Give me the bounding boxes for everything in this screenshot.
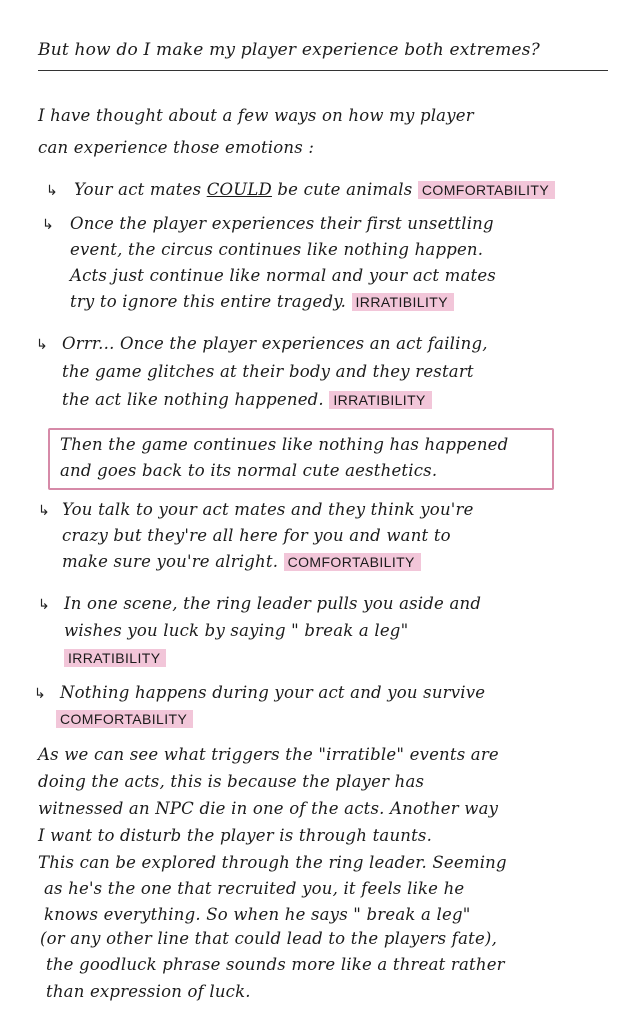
hooked-arrow-icon: ↳ — [42, 217, 54, 233]
tag-comfortability: COMFORTABILITY — [284, 553, 421, 571]
hooked-arrow-icon: ↳ — [34, 686, 46, 702]
conclusion-line-1: As we can see what triggers the "irratible" events are — [38, 745, 499, 764]
intro-line-2: can experience those emotions : — [38, 138, 315, 157]
conclusion-line-5: This can be explored through the ring leader. Seeming — [38, 853, 507, 872]
page-title: But how do I make my player experience both extremes? — [38, 40, 540, 60]
conclusion-line-10: than expression of luck. — [46, 982, 251, 1001]
tag-comfortability: COMFORTABILITY — [418, 181, 555, 199]
hooked-arrow-icon: ↳ — [38, 503, 50, 519]
bullet-2-line-1: Once the player experiences their first unsettling — [70, 214, 494, 233]
bullet-1-underlined: COULD — [206, 180, 272, 199]
bullet-3-line-3 — [62, 390, 432, 410]
intro-line-1: I have thought about a few ways on how my player — [38, 106, 474, 125]
tag-irratibility: IRRATIBILITY — [64, 649, 166, 667]
tag-irratibility: IRRATIBILITY — [352, 293, 454, 311]
hooked-arrow-icon: ↳ — [46, 183, 58, 199]
bullet-4-line-1: You talk to your act mates and they think you're — [62, 500, 474, 519]
conclusion-line-9: the goodluck phrase sounds more like a threat rather — [46, 955, 505, 974]
bullet-2-line-4-text: try to ignore this entire tragedy. — [70, 292, 347, 311]
bullet-6-line-1: Nothing happens during your act and you survive — [60, 683, 486, 702]
bullet-1-text-end: be cute animals — [271, 180, 413, 199]
bullet-4-line-3-text: make sure you're alright. — [62, 552, 279, 571]
conclusion-line-7: knows everything. So when he says " break a leg" — [44, 905, 471, 924]
bullet-4-line-3 — [62, 552, 421, 572]
bullet-2-line-4 — [70, 292, 454, 312]
bullet-3-line-2: the game glitches at their body and they restart — [62, 362, 474, 381]
title-underline — [38, 70, 608, 71]
tag-comfortability: COMFORTABILITY — [56, 710, 193, 728]
hooked-arrow-icon: ↳ — [38, 597, 50, 613]
bullet-3-line-1: Orrr... Once the player experiences an act failing, — [62, 334, 488, 353]
boxed-note-line-2: and goes back to its normal cute aesthetics. — [60, 461, 438, 480]
bullet-5-line-1: In one scene, the ring leader pulls you aside and — [64, 594, 482, 613]
conclusion-line-2: doing the acts, this is because the player has — [38, 772, 425, 791]
conclusion-line-4: I want to disturb the player is through taunts. — [38, 826, 433, 845]
tag-irratibility: IRRATIBILITY — [329, 391, 431, 409]
bullet-4-line-2: crazy but they're all here for you and want to — [62, 526, 451, 545]
bullet-6-tag-line — [56, 709, 193, 729]
hooked-arrow-icon: ↳ — [36, 337, 48, 353]
conclusion-line-6: as he's the one that recruited you, it feels like he — [44, 879, 465, 898]
bullet-1-text: Your act mates — [74, 180, 207, 199]
bullet-1 — [74, 180, 555, 200]
bullet-5-line-2: wishes you luck by saying " break a leg" — [64, 621, 409, 640]
bullet-3-line-3-text: the act like nothing happened. — [62, 390, 324, 409]
bullet-5-tag-line — [64, 648, 166, 668]
conclusion-line-3: witnessed an NPC die in one of the acts. Another way — [38, 799, 499, 818]
conclusion-line-8: (or any other line that could lead to the players fate), — [40, 929, 498, 948]
boxed-note-line-1: Then the game continues like nothing has happened — [60, 435, 509, 454]
bullet-2-line-2: event, the circus continues like nothing happen. — [70, 240, 484, 259]
bullet-2-line-3: Acts just continue like normal and your act mates — [70, 266, 496, 285]
